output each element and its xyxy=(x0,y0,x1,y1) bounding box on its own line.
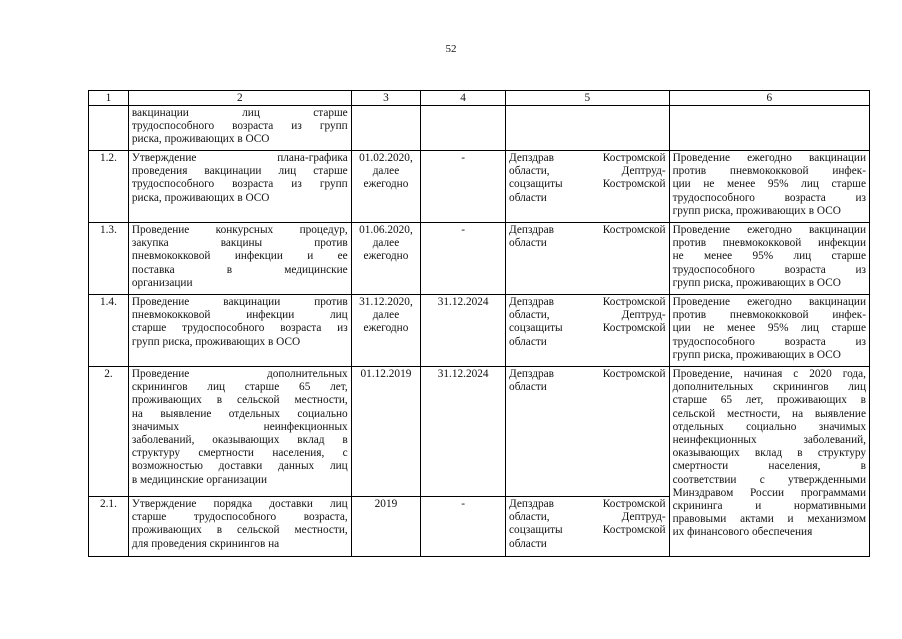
cell-line: ции не менее 95% лиц старше xyxy=(672,322,866,335)
table-row xyxy=(89,223,870,295)
cell-line: пневмококковой инфекции лиц xyxy=(131,309,348,322)
cell-line: старше трудоспособного возраста из xyxy=(131,322,348,335)
end-date-cell: - xyxy=(421,223,506,295)
cell-line: далее xyxy=(372,237,400,250)
cell-line: области xyxy=(509,191,547,204)
header-cell: 3 xyxy=(351,91,421,106)
cell-line: отдельных социально значимых xyxy=(672,420,866,433)
cell-line: Проведение конкурсных процедур, xyxy=(131,224,348,236)
cell-line: скринингов лиц старше 65 лет, xyxy=(131,381,348,394)
cell-line: Депздрав Костромской xyxy=(509,368,666,380)
cell-line: оказывающих вклад в структуру xyxy=(672,447,866,460)
cell-line: Проведение дополнительных xyxy=(131,368,348,380)
cell-line: трудоспособного возраста из xyxy=(672,335,866,348)
cell-line: области xyxy=(509,237,547,250)
cell-line: против пневмококковой инфекции xyxy=(672,237,866,250)
row-number-cell: 1.2. xyxy=(89,151,129,223)
cell-line: на выявление отдельных социально xyxy=(131,407,348,420)
cell-line: групп риска, проживающих в ОСО xyxy=(672,204,841,217)
row-number-cell: 1.4. xyxy=(89,295,129,367)
start-date-cell xyxy=(351,106,421,151)
start-date-cell xyxy=(351,295,421,367)
cell-line: Утверждение порядка доставки лиц xyxy=(131,498,348,510)
table-row xyxy=(89,295,870,367)
row-number-cell: 2. xyxy=(89,367,129,497)
cell-line: соцзащиты Костромской xyxy=(509,178,666,191)
cell-line: 01.12.2019 xyxy=(360,368,412,380)
cell-line: правовыми актами и механизмом xyxy=(672,513,866,526)
cell-line: сельской местности, на выявление xyxy=(672,407,866,420)
end-date-cell xyxy=(421,106,506,151)
cell-line: области xyxy=(509,537,547,550)
action-cell xyxy=(128,367,351,497)
start-date-cell xyxy=(351,223,421,295)
row-number-cell: 1.3. xyxy=(89,223,129,295)
cell-line: групп риска, проживающих в ОСО xyxy=(131,335,301,348)
cell-line: Проведение, начиная с 2020 года, xyxy=(672,368,866,380)
cell-line: Проведение ежегодно вакцинации xyxy=(672,152,866,164)
cell-line: соцзащиты Костромской xyxy=(509,524,666,537)
cell-line: 31.12.2020, xyxy=(359,296,413,308)
action-cell xyxy=(128,223,351,295)
cell-line: структуру смертности населения, с xyxy=(131,447,348,460)
cell-line: заболеваний, оказывающих вклад в xyxy=(131,434,348,447)
cell-line: трудоспособного возраста из групп xyxy=(131,178,348,191)
row-number-cell xyxy=(89,106,129,151)
cell-line: Депздрав Костромской xyxy=(509,224,666,236)
cell-line: 01.06.2020, xyxy=(359,224,413,236)
cell-line: значимых неинфекционных xyxy=(131,420,348,433)
end-date-cell: 31.12.2024 xyxy=(421,367,506,497)
start-date-cell xyxy=(351,497,421,557)
action-cell xyxy=(128,106,351,151)
cell-line: Депздрав Костромской xyxy=(509,498,666,510)
executor-cell xyxy=(506,497,670,557)
start-date-cell xyxy=(351,151,421,223)
executor-cell xyxy=(506,151,670,223)
cell-line: Проведение вакцинации против xyxy=(131,296,348,308)
cell-line: риска, проживающих в ОСО xyxy=(131,191,270,204)
cell-line: области, Дептруд- xyxy=(509,511,666,524)
header-cell: 6 xyxy=(669,91,869,106)
cell-line: 01.02.2020, xyxy=(359,152,413,164)
result-cell xyxy=(669,295,869,367)
cell-line: против пневмококковой инфек- xyxy=(672,165,866,178)
cell-line: ежегодно xyxy=(363,250,409,263)
cell-line: соответствии с утвержденными xyxy=(672,473,866,486)
result-cell xyxy=(669,106,869,151)
cell-line: Депздрав Костромской xyxy=(509,296,666,308)
cell-line: против пневмококковой инфек- xyxy=(672,309,866,322)
cell-line: организации xyxy=(131,276,193,289)
cell-line: в медицинские организации xyxy=(131,473,267,486)
cell-line: поставка в медицинские xyxy=(131,263,348,276)
cell-line: ции не менее 95% лиц старше xyxy=(672,178,866,191)
page-number: 52 xyxy=(445,43,457,55)
header-cell: 1 xyxy=(89,91,129,106)
header-cell: 2 xyxy=(128,91,351,106)
cell-line: смертности населения, в xyxy=(672,460,866,473)
executor-cell xyxy=(506,106,670,151)
cell-line: области, Дептруд- xyxy=(509,165,666,178)
cell-line: области xyxy=(509,335,547,348)
cell-line: старше трудоспособного возраста, xyxy=(131,511,348,524)
cell-line: области xyxy=(509,381,547,394)
header-cell: 4 xyxy=(421,91,506,106)
cell-line: возможностью доставки данных лиц xyxy=(131,460,348,473)
cell-line: дополнительных скринингов лиц xyxy=(672,381,866,394)
header-cell: 5 xyxy=(506,91,670,106)
cell-line: проведения вакцинации лиц старше xyxy=(131,165,348,178)
executor-cell xyxy=(506,367,670,497)
cell-line: трудоспособного возраста из групп xyxy=(131,120,348,133)
cell-line: для проведения скринингов на xyxy=(131,537,280,550)
row-number-cell: 2.1. xyxy=(89,497,129,557)
cell-line: ежегодно xyxy=(363,322,409,335)
cell-line: неинфекционных заболеваний, xyxy=(672,434,866,447)
cell-line: не менее 95% лиц старше xyxy=(672,250,866,263)
cell-line: далее xyxy=(372,165,400,178)
end-date-cell: 31.12.2024 xyxy=(421,295,506,367)
action-cell xyxy=(128,497,351,557)
executor-cell xyxy=(506,223,670,295)
cell-line: групп риска, проживающих в ОСО xyxy=(672,348,841,361)
end-date-cell: - xyxy=(421,497,506,557)
cell-line: трудоспособного возраста из xyxy=(672,263,866,276)
cell-line: вакцинации лиц старше xyxy=(131,107,348,119)
cell-line: проживающих в сельской местности, xyxy=(131,394,348,407)
action-cell xyxy=(128,295,351,367)
start-date-cell xyxy=(351,367,421,497)
measures-table xyxy=(88,90,870,557)
cell-line: старше 65 лет, проживающих в xyxy=(672,394,866,407)
cell-line: 2019 xyxy=(374,498,398,510)
executor-cell xyxy=(506,295,670,367)
cell-line: Минздравом России программами xyxy=(672,486,866,499)
cell-line: области, Дептруд- xyxy=(509,309,666,322)
cell-line: групп риска, проживающих в ОСО xyxy=(672,276,841,289)
cell-line: Проведение ежегодно вакцинации xyxy=(672,296,866,308)
action-cell xyxy=(128,151,351,223)
cell-line: Депздрав Костромской xyxy=(509,152,666,164)
cell-line: их финансового обеспечения xyxy=(672,526,813,539)
cell-line: Проведение ежегодно вакцинации xyxy=(672,224,866,236)
cell-line: риска, проживающих в ОСО xyxy=(131,133,270,146)
cell-line: трудоспособного возраста из xyxy=(672,191,866,204)
header-row xyxy=(89,91,870,106)
cell-line: далее xyxy=(372,309,400,322)
cell-line: скрининга и нормативными xyxy=(672,500,866,513)
result-cell xyxy=(669,223,869,295)
cell-line: соцзащиты Костромской xyxy=(509,322,666,335)
cell-line: ежегодно xyxy=(363,178,409,191)
table-row xyxy=(89,367,870,497)
end-date-cell: - xyxy=(421,151,506,223)
cell-line: закупка вакцины против xyxy=(131,237,348,250)
table-row xyxy=(89,106,870,151)
result-cell xyxy=(669,151,869,223)
table-row xyxy=(89,151,870,223)
cell-line: пневмококковой инфекции и ее xyxy=(131,250,348,263)
cell-line: проживающих в сельской местности, xyxy=(131,524,348,537)
cell-line: Утверждение плана-графика xyxy=(131,152,348,164)
result-cell xyxy=(669,367,869,557)
